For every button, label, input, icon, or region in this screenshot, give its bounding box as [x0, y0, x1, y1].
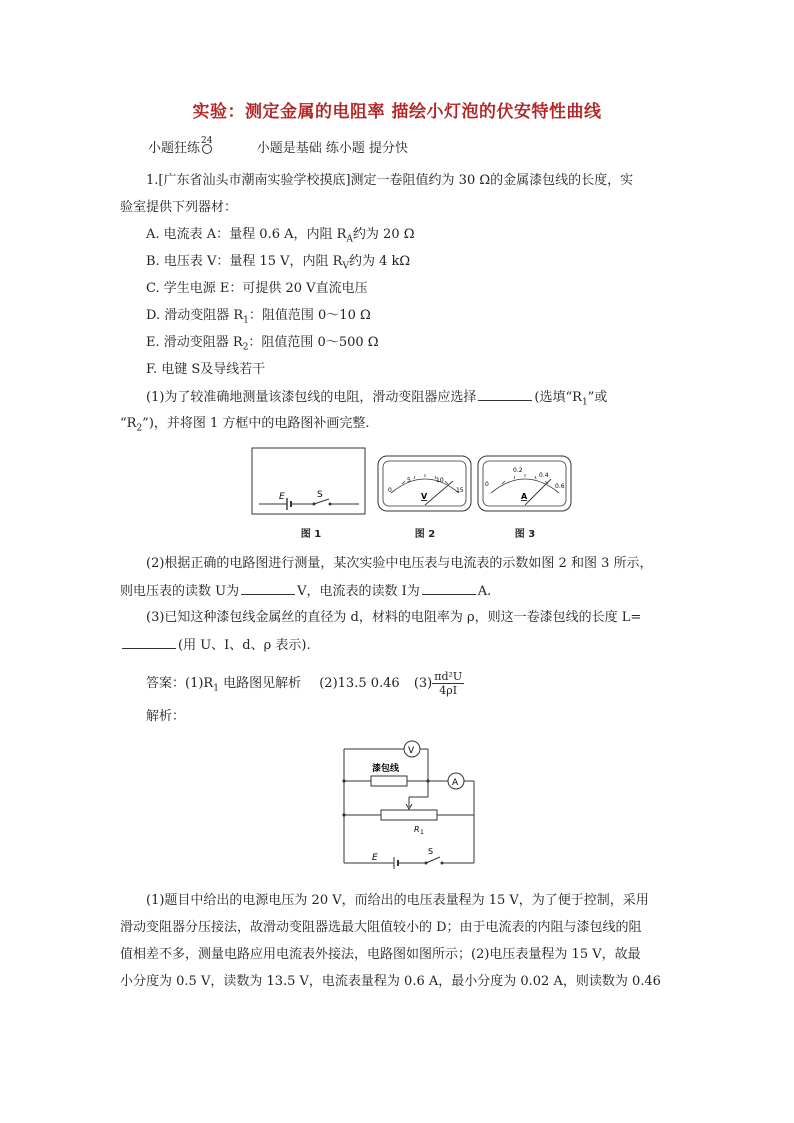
- svg-text:R: R: [414, 825, 420, 834]
- option-d: D. 滑动变阻器 $R_1$：阻值范围 0～10 Ω: [146, 308, 371, 326]
- fig1-label-e: E: [279, 492, 285, 502]
- wire-resistor-icon: [371, 776, 407, 786]
- answer-fraction: $\frac{\text{πd²U}}{4\rho I}$: [434, 670, 463, 697]
- solution-para-1: (1)题目中给出的电源电压为 20 V，而给出的电压表量程为 15 V，为了便于控制，采用: [146, 893, 649, 908]
- figure-1-caption: 图 1: [300, 529, 322, 540]
- figure-3-ammeter: [477, 455, 573, 513]
- svg-text:S: S: [428, 847, 434, 856]
- option-a: A. 电流表 A：量程 0.6 A，内阻 $R_A$约为 20 Ω: [146, 227, 415, 245]
- question-3-line-1: (3)已知这种漆包线金属丝的直径为 d，材料的电阻率为 ρ，则这一卷漆包线的长度 L=: [146, 610, 642, 625]
- question-intro-2: 验室提供下列器材：: [120, 200, 238, 215]
- svg-text:V: V: [408, 746, 415, 756]
- solution-circuit-diagram: [334, 735, 484, 875]
- answer-blank-1[interactable]: [478, 388, 532, 401]
- svg-text:15: 15: [456, 487, 464, 494]
- option-b: B. 电压表 V：量程 15 V，内阻 $R_V$约为 4 kΩ: [146, 254, 411, 272]
- figure-2-voltmeter: [377, 455, 473, 513]
- svg-text:0.6: 0.6: [555, 483, 565, 490]
- section-header: [148, 136, 409, 159]
- option-e: E. 滑动变阻器 $R_2$：阻值范围 0～500 Ω: [146, 335, 379, 353]
- wire-label: 漆包线: [372, 764, 400, 774]
- figure-3-caption: 图 3: [514, 529, 536, 540]
- svg-text:E: E: [372, 853, 378, 863]
- svg-text:A: A: [452, 778, 459, 788]
- fig1-label-s: S: [317, 490, 323, 500]
- question-1-line-2: “$R_2$”)，并将图 1 方框中的电路图补画完整.: [120, 416, 370, 434]
- svg-text:0: 0: [388, 487, 392, 494]
- question-intro-1: 1.[广东省汕头市潮南实验学校摸底]测定一卷阻值约为 30 Ω的金属漆包线的长度，实: [146, 173, 634, 188]
- solution-label: 解析：: [146, 709, 186, 724]
- question-2-line-2: 则电压表的读数 U为 V，电流表的读数 I为 A.: [120, 584, 492, 599]
- answer-line: 答案：$(1)R_1$ 电路图见解析 (2)13.5 0.46 (3) $\frac{\text{πd²U}}{4\rho I}$: [146, 670, 463, 697]
- question-2-line-1: (2)根据正确的电路图进行测量，某次实验中电压表与电流表的示数如图 2 和图 3 所示，: [146, 556, 653, 571]
- header-prefix: 小题狂练: [148, 141, 201, 156]
- svg-text:0: 0: [485, 481, 489, 488]
- solution-para-4: 小分度为 0.5 V，读数为 13.5 V，电流表量程为 0.6 A，最小分度为 0.02 A，则读数为 0.46: [120, 974, 661, 989]
- page-title: 实验：测定金属的电阻率 描绘小灯泡的伏安特性曲线: [192, 102, 602, 122]
- figure-1-circuit-box: [251, 447, 367, 517]
- option-c: C. 学生电源 E：可提供 20 V直流电压: [146, 281, 368, 296]
- switch-icon: [426, 857, 440, 863]
- answer-blank-i[interactable]: [422, 582, 476, 595]
- header-number: 24: [201, 136, 213, 146]
- ammeter-symbol: A: [521, 492, 528, 501]
- voltmeter-symbol: V: [421, 492, 428, 501]
- figure-2-caption: 图 2: [414, 529, 436, 540]
- svg-text:0.2: 0.2: [513, 467, 523, 474]
- solution-para-3: 值相差不多，测量电路应用电流表外接法，电路图如图所示；(2)电压表量程为 15 V，故最: [120, 947, 641, 962]
- option-f: F. 电键 S及导线若干: [146, 362, 266, 377]
- question-1-line-1: (1)为了较准确地测量该漆包线的电阻，滑动变阻器应选择 (选填“$R_1$”或: [146, 390, 608, 408]
- answer-blank-l[interactable]: [122, 636, 176, 649]
- svg-text:10: 10: [436, 477, 444, 484]
- svg-text:1: 1: [420, 829, 424, 836]
- answer-blank-u[interactable]: [241, 582, 295, 595]
- solution-para-2: 滑动变阻器分压接法，故滑动变阻器选最大阻值较小的 D；由于电流表的内阻与漆包线的阻: [120, 920, 642, 935]
- svg-text:0.4: 0.4: [539, 472, 549, 479]
- rheostat-icon: [381, 810, 437, 820]
- question-3-line-2: (用 U、I、d、ρ 表示).: [120, 636, 311, 655]
- header-slogan: 小题是基础 练小题 提分快: [256, 141, 409, 156]
- svg-text:5: 5: [407, 477, 411, 484]
